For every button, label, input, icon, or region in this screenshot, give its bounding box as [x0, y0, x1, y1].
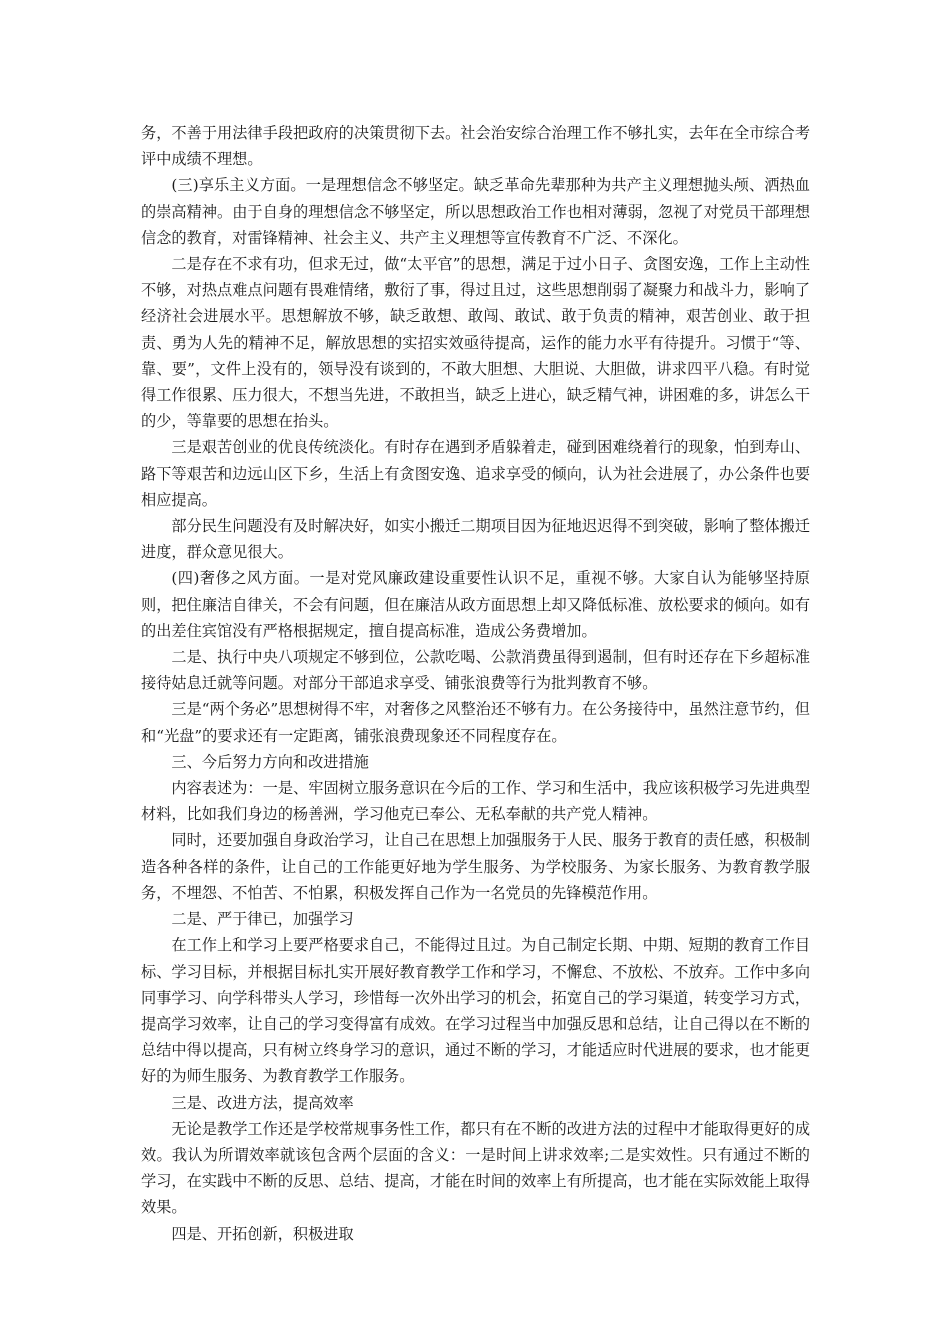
paragraph-hedonism-second: 二是存在不求有功，但求无过，做“太平官”的思想，满足于过小日子、贪图安逸，工作上主动性不够，对热点难点问题有畏难情绪，敷衍了事，得过且过，这些思想削弱了凝聚力和战斗力，影响了经济社会进展水平。思想解放不够，缺乏敢想、敢闯、敢试、敢于负责的精神，艰苦创业、敢于担责、勇为人先的精神不足，解放思想的实招实效亟待提高，运作的能力水平有待提升。习惯于“等、靠、要”，文件上没有的，领导没有谈到的，不敢大胆想、大胆说、大胆做，讲求四平八稳。有时觉得工作很累、压力很大，不想当先进，不敢担当，缺乏上进心，缺乏精气神，讲困难的多，讲怎么干的少，等靠要的思想在抬头。	[141, 255, 810, 431]
paragraph-strict-requirements: 在工作上和学习上要严格要求自己，不能得过且过。为自己制定长期、中期、短期的教育工作目标、学习目标，并根据目标扎实开展好教育教学工作和学习，不懈怠、不放松、不放弃。工作中多向同事学习、向学科带头人学习，珍惜每一次外出学习的机会，拓宽自己的学习渠道，转变学习方式，提高学习效率，让自己的学习变得富有成效。在学习过程当中加强反思和总结，让自己得以在不断的总结中得以提高，只有树立终身学习的意识，通过不断的学习，才能适应时代进展的要求，也才能更好的为师生服务、为教育教学工作服务。	[141, 936, 810, 1086]
paragraph-service-awareness: 内容表述为：一是、牢固树立服务意识在今后的工作、学习和生活中，我应该积极学习先进典型材料，比如我们身边的杨善洲，学习他克已奉公、无私奉献的共产党人精神。	[141, 779, 810, 824]
document-body	[141, 120, 810, 1247]
paragraph-hedonism-third: 三是艰苦创业的优良传统淡化。有时存在遇到矛盾躲着走，碰到困难绕着行的现象，怕到寿山、路下等艰苦和边远山区下乡，生活上有贪图安逸、追求享受的倾向，认为社会进展了，办公条件也要相应提高。	[141, 438, 810, 509]
paragraph-extravagance-second: 二是、执行中央八项规定不够到位，公款吃喝、公款消费虽得到遏制，但有时还存在下乡超标准接待姑息迁就等问题。对部分干部追求享受、铺张浪费等行为批判教育不够。	[141, 648, 810, 693]
section-heading-improvement: 三、今后努力方向和改进措施	[171, 752, 369, 771]
paragraph-efficiency: 无论是教学工作还是学校常规事务性工作，都只有在不断的改进方法的过程中才能取得更好的成效。我认为所谓效率就该包含两个层面的含义：一是时间上讲求效率;二是实效性。只有通过不断的学习，在实践中不断的反思、总结、提高，才能在时间的效率上有所提高，也才能在实际效能上取得效果。	[141, 1119, 810, 1217]
paragraph-extravagance-section: (四)奢侈之风方面。一是对党风廉政建设重要性认识不足，重视不够。大家自认为能够坚持原则，把住廉洁自律关，不会有问题，但在廉洁从政方面思想上却又降低标准、放松要求的倾向。如有的出差住宾馆没有严格根据规定，擅自提高标准，造成公务费增加。	[141, 569, 810, 640]
subheading-improve-methods: 三是、改进方法，提高效率	[171, 1093, 354, 1112]
paragraph-extravagance-third: 三是“两个务必”思想树得不牢，对奢侈之风整治还不够有力。在公务接待中，虽然注意节约，但和“光盘”的要求还有一定距离，铺张浪费现象还不同程度存在。	[141, 700, 810, 745]
subheading-self-discipline: 二是、严于律已，加强学习	[171, 910, 354, 929]
subheading-innovation: 四是、开拓创新，积极进取	[171, 1224, 354, 1243]
paragraph-livelihood: 部分民生问题没有及时解决好，如实小搬迁二期项目因为征地迟迟得不到突破，影响了整体搬迁进度，群众意见很大。	[141, 517, 810, 562]
paragraph-political-study: 同时，还要加强自身政治学习，让自己在思想上加强服务于人民、服务于教育的责任感，积极制造各种各样的条件，让自己的工作能更好地为学生服务、为学校服务、为家长服务、为教育教学服务，不埋怨、不怕苦、不怕累，积极发挥自己作为一名党员的先锋模范作用。	[141, 831, 810, 902]
paragraph-hedonism-section: (三)享乐主义方面。一是理想信念不够坚定。缺乏革命先辈那种为共产主义理想抛头颅、洒热血的崇高精神。由于自身的理想信念不够坚定，所以思想政治工作也相对薄弱，忽视了对党员干部理想信念的教育，对雷锋精神、社会主义、共产主义理想等宣传教育不广泛、不深化。	[141, 176, 810, 247]
paragraph-continuation: 务，不善于用法律手段把政府的决策贯彻下去。社会治安综合治理工作不够扎实，去年在全市综合考评中成绩不理想。	[141, 124, 810, 169]
